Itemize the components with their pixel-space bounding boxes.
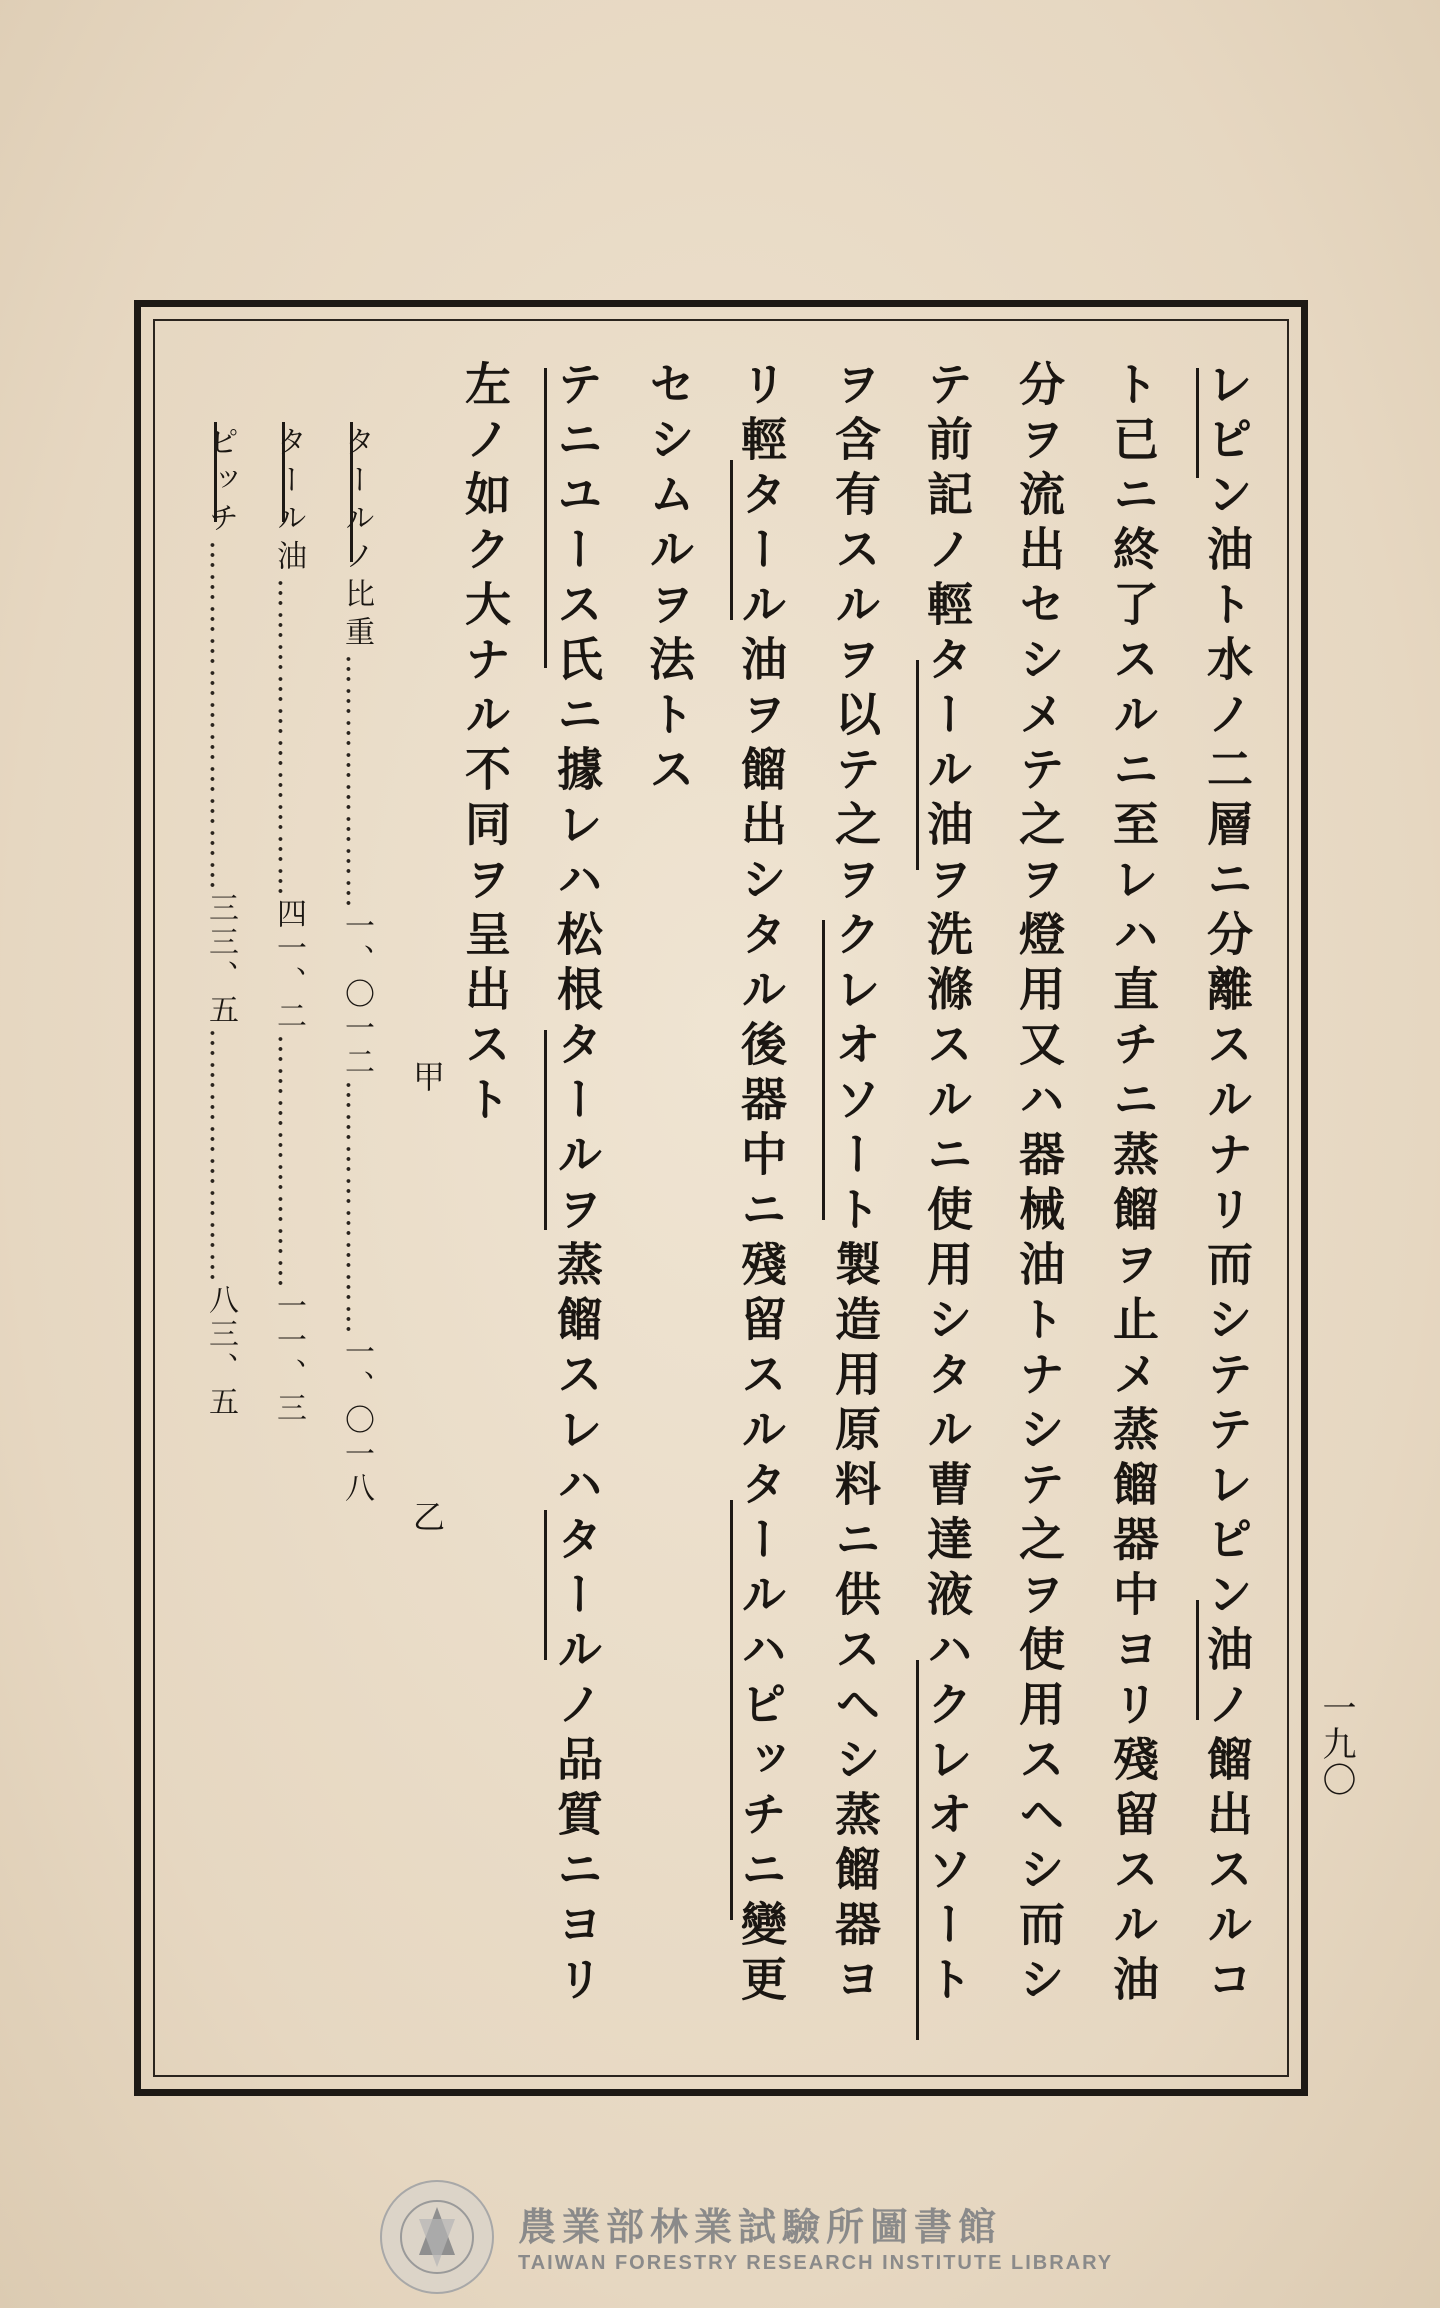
- library-name: 農業部林業試驗所圖書館: [518, 2204, 1003, 2249]
- value-otsu: 一一、三: [271, 1290, 306, 1426]
- leader-dots: …………………………: [271, 578, 306, 898]
- leader-dots: ……………………: [271, 1034, 306, 1290]
- value-otsu: 一、〇一八: [339, 1336, 374, 1506]
- value-ko: 四一、二: [271, 898, 306, 1034]
- sideline: [916, 1660, 919, 2040]
- sideline: [544, 368, 547, 668]
- table-header-ko: 甲: [408, 1060, 446, 1098]
- text-column-3: 分ヲ流出セシメテ之ヲ燈用又ハ器械油トナシテ之ヲ使用スヘシ而シ: [1012, 360, 1066, 2010]
- sideline: [730, 1500, 733, 1920]
- leader-dots: ……………………: [203, 1028, 238, 1284]
- text-column-7: セシムルヲ法トス: [642, 360, 696, 800]
- table-row: [198, 426, 242, 1420]
- row-label: ピッチ: [203, 426, 238, 540]
- sideline: [730, 460, 733, 620]
- text-column-1: レピン油ト水ノ二層ニ分離スルナリ而シテテレピン油ノ餾出スルコ: [1200, 360, 1254, 2010]
- sideline: [822, 920, 825, 1220]
- text-column-8: テニユース氏ニ據レハ松根タールヲ蒸餾スレハタールノ品質ニヨリ: [550, 360, 604, 2010]
- library-seal-logo: [380, 2180, 494, 2294]
- text-column-2: ト已ニ終了スルニ至レハ直チニ蒸餾ヲ止メ蒸餾器中ヨリ殘留スル油: [1106, 360, 1160, 2010]
- text-column-6: リ輕タール油ヲ餾出シタル後器中ニ殘留スルタールハピッチニ變更: [734, 360, 788, 2010]
- table-header-otsu: 乙: [408, 1500, 446, 1538]
- row-label: タール油: [271, 426, 306, 578]
- table-row: [266, 426, 310, 1426]
- library-name-english: TAIWAN FORESTRY RESEARCH INSTITUTE LIBRARY: [518, 2252, 1114, 2274]
- value-otsu: 八三、五: [203, 1284, 238, 1420]
- sideline: [916, 660, 919, 870]
- value-ko: 三三、五: [203, 892, 238, 1028]
- row-label: タールノ比重: [339, 426, 374, 654]
- star-emblem-icon: [397, 2197, 477, 2277]
- page-number: 一九〇: [1316, 1690, 1356, 1798]
- sideline: [544, 1510, 547, 1660]
- leader-dots: ……………………: [339, 1080, 374, 1336]
- library-watermark: [380, 2180, 1114, 2290]
- value-ko: 一、〇一二: [339, 910, 374, 1080]
- text-column-5: ヲ含有スルヲ以テ之ヲクレオソート製造用原料ニ供スヘシ蒸餾器ヨ: [828, 360, 882, 2010]
- sideline: [1196, 1600, 1199, 1720]
- text-column-9: 左ノ如ク大ナル不同ヲ呈出スト: [458, 360, 512, 1130]
- sideline: [1196, 368, 1199, 478]
- leader-dots: ……………………: [339, 654, 374, 910]
- text-column-4: テ前記ノ輕タール油ヲ洗滌スルニ使用シタル曹達液ハクレオソート: [920, 360, 974, 2010]
- leader-dots: ……………………………: [203, 540, 238, 892]
- sideline: [544, 1030, 547, 1230]
- table-row: [334, 426, 378, 1506]
